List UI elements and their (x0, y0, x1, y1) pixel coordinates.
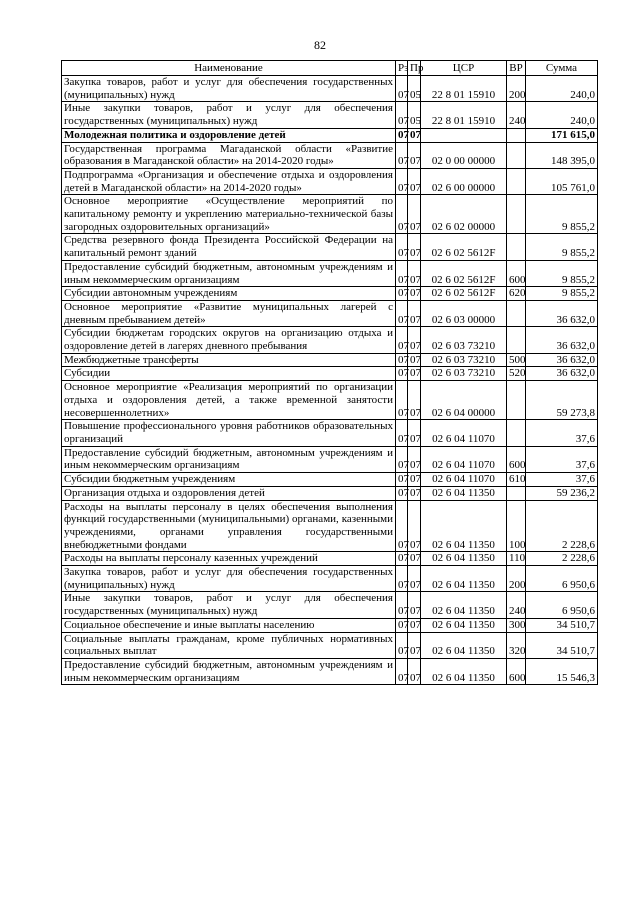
row-vr (507, 300, 526, 326)
row-sum: 59 236,2 (526, 486, 598, 500)
row-rz: 07 (396, 473, 408, 487)
row-rz: 07 (396, 300, 408, 326)
row-sum: 36 632,0 (526, 367, 598, 381)
table-row (62, 381, 598, 420)
table-row (62, 353, 598, 367)
row-sum: 37,6 (526, 473, 598, 487)
row-name: Предоставление субсидий бюджетным, автономным учреждениям и иным некоммерческим организациям (62, 446, 396, 472)
row-csr: 02 6 04 11350 (421, 486, 507, 500)
row-pr: 07 (408, 287, 421, 301)
row-vr: 300 (507, 618, 526, 632)
row-rz: 07 (396, 327, 408, 353)
row-rz: 07 (396, 552, 408, 566)
row-rz: 07 (396, 128, 408, 142)
row-pr: 07 (408, 420, 421, 446)
table-row (62, 76, 598, 102)
page-number: 82 (314, 38, 326, 52)
row-name: Социальное обеспечение и иные выплаты населению (62, 618, 396, 632)
row-sum: 9 855,2 (526, 260, 598, 286)
row-csr: 02 6 04 11350 (421, 632, 507, 658)
row-rz: 07 (396, 195, 408, 234)
table-row (62, 658, 598, 684)
row-csr: 02 6 03 73210 (421, 353, 507, 367)
row-name: Расходы на выплаты персоналу казенных учреждений (62, 552, 396, 566)
table-row (62, 260, 598, 286)
row-rz: 07 (396, 102, 408, 128)
row-sum: 2 228,6 (526, 500, 598, 552)
row-sum: 240,0 (526, 102, 598, 128)
row-vr: 110 (507, 552, 526, 566)
row-vr (507, 327, 526, 353)
row-pr: 07 (408, 618, 421, 632)
row-csr: 02 6 04 00000 (421, 381, 507, 420)
row-pr: 07 (408, 195, 421, 234)
row-sum: 59 273,8 (526, 381, 598, 420)
table-header-row (62, 61, 598, 76)
row-sum: 9 855,2 (526, 195, 598, 234)
row-csr: 02 6 04 11070 (421, 473, 507, 487)
row-name: Организация отдыха и оздоровления детей (62, 486, 396, 500)
row-rz: 07 (396, 234, 408, 260)
row-name: Расходы на выплаты персоналу в целях обеспечения выполнения функций государственными (муниципальными) органами, казенными учреждениями, органами управления государственными внебюджетными фондами (62, 500, 396, 552)
row-name: Подпрограмма «Организация и обеспечение отдыха и оздоровления детей в Магаданской области» на 2014-2020 годы» (62, 168, 396, 194)
table-row (62, 102, 598, 128)
row-csr: 02 6 04 11350 (421, 500, 507, 552)
row-rz: 07 (396, 420, 408, 446)
table-row (62, 287, 598, 301)
row-pr: 07 (408, 367, 421, 381)
row-name: Межбюджетные трансферты (62, 353, 396, 367)
row-name: Субсидии бюджетам городских округов на организацию отдыха и оздоровление детей в лагерях дневного пребывания (62, 327, 396, 353)
table-row (62, 367, 598, 381)
table-row (62, 500, 598, 552)
table-row (62, 486, 598, 500)
row-csr: 02 6 02 5612F (421, 260, 507, 286)
row-pr: 07 (408, 473, 421, 487)
header-vr: ВР (507, 61, 526, 76)
table-row (62, 592, 598, 618)
row-pr: 07 (408, 381, 421, 420)
row-name: Субсидии автономным учреждениям (62, 287, 396, 301)
table-row (62, 142, 598, 168)
row-name: Субсидии (62, 367, 396, 381)
row-csr: 02 6 04 11350 (421, 592, 507, 618)
row-name: Иные закупки товаров, работ и услуг для обеспечения государственных (муниципальных) нужд (62, 102, 396, 128)
row-vr (507, 142, 526, 168)
row-sum: 171 615,0 (526, 128, 598, 142)
row-rz: 07 (396, 142, 408, 168)
table-body (62, 76, 598, 685)
row-vr: 200 (507, 76, 526, 102)
row-csr: 02 6 03 00000 (421, 300, 507, 326)
row-pr: 07 (408, 566, 421, 592)
row-vr: 240 (507, 102, 526, 128)
table-row (62, 300, 598, 326)
row-vr: 240 (507, 592, 526, 618)
row-pr: 07 (408, 327, 421, 353)
row-sum: 9 855,2 (526, 234, 598, 260)
table-row (62, 446, 598, 472)
row-rz: 07 (396, 353, 408, 367)
row-sum: 15 546,3 (526, 658, 598, 684)
row-csr: 22 8 01 15910 (421, 102, 507, 128)
row-csr: 02 6 00 00000 (421, 168, 507, 194)
row-name: Молодежная политика и оздоровление детей (62, 128, 396, 142)
row-rz: 07 (396, 287, 408, 301)
row-rz: 07 (396, 618, 408, 632)
row-pr: 07 (408, 234, 421, 260)
row-pr: 07 (408, 658, 421, 684)
row-vr (507, 381, 526, 420)
header-name: Наименование (62, 61, 396, 76)
budget-table (61, 60, 598, 685)
row-sum: 148 395,0 (526, 142, 598, 168)
table-row (62, 168, 598, 194)
row-csr: 02 6 04 11350 (421, 566, 507, 592)
row-name: Закупка товаров, работ и услуг для обеспечения государственных (муниципальных) нужд (62, 566, 396, 592)
row-sum: 6 950,6 (526, 592, 598, 618)
row-pr: 05 (408, 102, 421, 128)
header-sum: Сумма (526, 61, 598, 76)
row-vr: 320 (507, 632, 526, 658)
row-name: Социальные выплаты гражданам, кроме публичных нормативных социальных выплат (62, 632, 396, 658)
row-rz: 07 (396, 260, 408, 286)
row-sum: 36 632,0 (526, 300, 598, 326)
row-pr: 07 (408, 552, 421, 566)
row-sum: 9 855,2 (526, 287, 598, 301)
row-vr: 620 (507, 287, 526, 301)
table-row (62, 420, 598, 446)
row-csr (421, 128, 507, 142)
table-row (62, 618, 598, 632)
row-pr: 07 (408, 500, 421, 552)
table-row (62, 552, 598, 566)
row-csr: 02 6 03 73210 (421, 327, 507, 353)
row-vr (507, 128, 526, 142)
row-rz: 07 (396, 500, 408, 552)
row-vr (507, 195, 526, 234)
row-sum: 37,6 (526, 420, 598, 446)
row-csr: 02 6 04 11350 (421, 618, 507, 632)
row-sum: 37,6 (526, 446, 598, 472)
row-csr: 02 6 03 73210 (421, 367, 507, 381)
row-rz: 07 (396, 592, 408, 618)
table-row (62, 632, 598, 658)
row-csr: 02 6 02 5612F (421, 287, 507, 301)
row-vr (507, 486, 526, 500)
row-vr: 600 (507, 446, 526, 472)
row-vr: 520 (507, 367, 526, 381)
row-vr: 610 (507, 473, 526, 487)
row-rz: 07 (396, 658, 408, 684)
header-pr: Пр (408, 61, 421, 76)
row-sum: 105 761,0 (526, 168, 598, 194)
row-rz: 07 (396, 76, 408, 102)
header-rz: Рз (396, 61, 408, 76)
row-vr: 600 (507, 658, 526, 684)
row-vr: 200 (507, 566, 526, 592)
header-csr: ЦСР (421, 61, 507, 76)
row-sum: 34 510,7 (526, 618, 598, 632)
row-pr: 07 (408, 353, 421, 367)
table-row (62, 128, 598, 142)
row-vr: 600 (507, 260, 526, 286)
table-row (62, 566, 598, 592)
row-name: Закупка товаров, работ и услуг для обеспечения государственных (муниципальных) нужд (62, 76, 396, 102)
row-name: Основное мероприятие «Осуществление мероприятий по капитальному ремонту и укреплению материально-технической базы загородных оздоровительных организаций» (62, 195, 396, 234)
row-rz: 07 (396, 381, 408, 420)
row-pr: 07 (408, 168, 421, 194)
row-name: Предоставление субсидий бюджетным, автономным учреждениям и иным некоммерческим организациям (62, 658, 396, 684)
row-rz: 07 (396, 446, 408, 472)
row-csr: 02 0 00 00000 (421, 142, 507, 168)
row-sum: 240,0 (526, 76, 598, 102)
row-pr: 07 (408, 128, 421, 142)
row-pr: 07 (408, 592, 421, 618)
row-name: Средства резервного фонда Президента Российской Федерации на капитальный ремонт зданий (62, 234, 396, 260)
table-row (62, 234, 598, 260)
row-csr: 02 6 04 11070 (421, 420, 507, 446)
row-csr: 02 6 04 11070 (421, 446, 507, 472)
row-name: Субсидии бюджетным учреждениям (62, 473, 396, 487)
row-rz: 07 (396, 632, 408, 658)
row-sum: 34 510,7 (526, 632, 598, 658)
row-name: Основное мероприятие «Реализация мероприятий по организации отдыха и оздоровления детей, а также временной занятости несовершеннолетних» (62, 381, 396, 420)
row-rz: 07 (396, 168, 408, 194)
row-pr: 07 (408, 486, 421, 500)
table-row (62, 473, 598, 487)
row-vr: 100 (507, 500, 526, 552)
row-rz: 07 (396, 367, 408, 381)
row-pr: 07 (408, 260, 421, 286)
row-name: Повышение профессионального уровня работников образовательных организаций (62, 420, 396, 446)
row-rz: 07 (396, 566, 408, 592)
row-name: Основное мероприятие «Развитие муниципальных лагерей с дневным пребыванием детей» (62, 300, 396, 326)
row-name: Предоставление субсидий бюджетным, автономным учреждениям и иным некоммерческим организациям (62, 260, 396, 286)
row-pr: 07 (408, 142, 421, 168)
row-vr (507, 420, 526, 446)
table-row (62, 327, 598, 353)
table-row (62, 195, 598, 234)
row-csr: 02 6 04 11350 (421, 552, 507, 566)
row-vr: 500 (507, 353, 526, 367)
row-rz: 07 (396, 486, 408, 500)
row-csr: 02 6 04 11350 (421, 658, 507, 684)
row-pr: 07 (408, 446, 421, 472)
row-sum: 36 632,0 (526, 327, 598, 353)
row-sum: 6 950,6 (526, 566, 598, 592)
row-sum: 2 228,6 (526, 552, 598, 566)
row-name: Иные закупки товаров, работ и услуг для обеспечения государственных (муниципальных) нужд (62, 592, 396, 618)
row-sum: 36 632,0 (526, 353, 598, 367)
row-csr: 02 6 02 5612F (421, 234, 507, 260)
row-csr: 22 8 01 15910 (421, 76, 507, 102)
row-vr (507, 234, 526, 260)
row-pr: 07 (408, 632, 421, 658)
row-csr: 02 6 02 00000 (421, 195, 507, 234)
row-pr: 05 (408, 76, 421, 102)
row-name: Государственная программа Магаданской области «Развитие образования в Магаданской области» на 2014-2020 годы» (62, 142, 396, 168)
row-pr: 07 (408, 300, 421, 326)
row-vr (507, 168, 526, 194)
